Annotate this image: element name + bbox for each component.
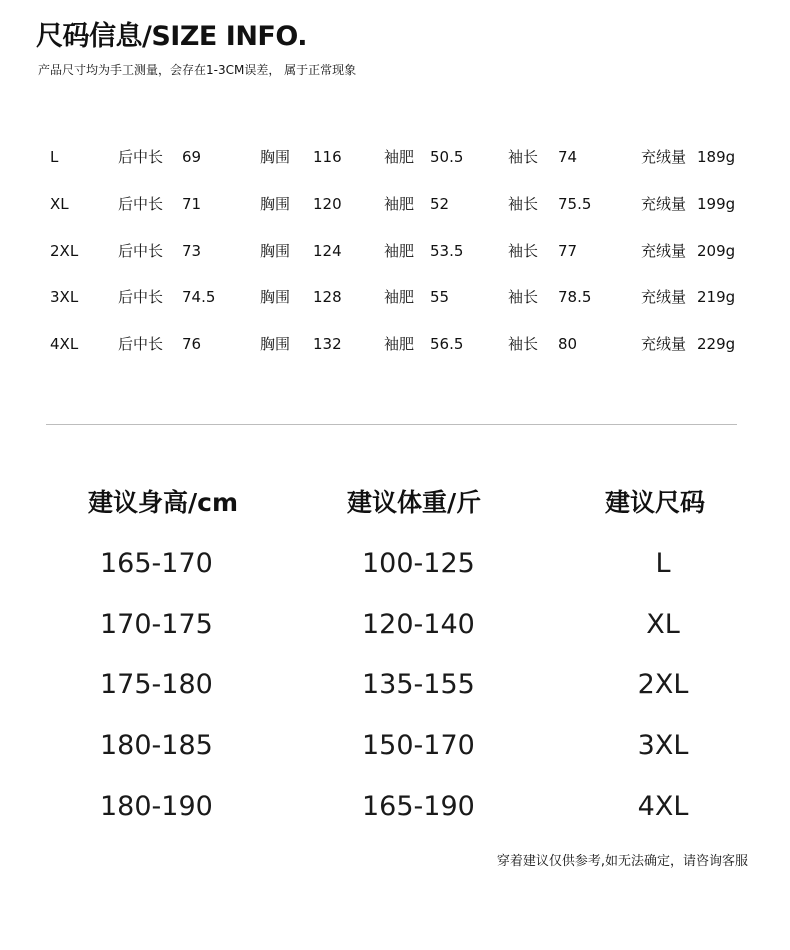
sleeve-width-value: 56.5 (430, 335, 464, 353)
sleeve-width-label: 袖肥 (384, 195, 415, 213)
weight-range: 120-140 (362, 609, 475, 640)
height-range: 180-190 (100, 791, 213, 822)
sleeve-width-label: 袖肥 (384, 242, 415, 260)
fill-weight-label: 充绒量 (641, 335, 687, 353)
fill-weight-label: 充绒量 (641, 148, 687, 166)
fill-weight-value: 199g (697, 195, 736, 213)
fill-weight-value: 189g (697, 148, 736, 166)
recommendation-row (0, 546, 790, 582)
footnote: 穿着建议仅供参考,如无法确定，请咨询客服 (496, 854, 748, 869)
back-length-label: 后中长 (118, 242, 164, 260)
chest-label: 胸围 (260, 195, 291, 213)
chest-label: 胸围 (260, 335, 291, 353)
recommendation-row (0, 789, 790, 825)
recommendation-row (0, 728, 790, 764)
sleeve-width-label: 袖肥 (384, 148, 415, 166)
weight-range: 165-190 (362, 791, 475, 822)
size-value: L (50, 148, 59, 166)
header-size: 建议尺码 (605, 488, 706, 517)
chest-value: 120 (313, 195, 342, 213)
chest-value: 124 (313, 242, 342, 260)
recommended-size: L (655, 548, 671, 579)
chest-label: 胸围 (260, 288, 291, 306)
sleeve-length-value: 77 (558, 242, 578, 260)
size-row (0, 145, 790, 169)
chest-label: 胸围 (260, 148, 291, 166)
size-value: 4XL (50, 335, 79, 353)
back-length-label: 后中长 (118, 148, 164, 166)
size-row (0, 239, 790, 263)
header-weight: 建议体重/斤 (347, 488, 482, 517)
sleeve-width-label: 袖肥 (384, 335, 415, 353)
chest-value: 132 (313, 335, 342, 353)
back-length-value: 71 (182, 195, 202, 213)
height-range: 180-185 (100, 730, 213, 761)
back-length-value: 74.5 (182, 288, 216, 306)
size-value: XL (50, 195, 69, 213)
sleeve-length-label: 袖长 (508, 288, 539, 306)
fill-weight-value: 219g (697, 288, 736, 306)
size-value: 2XL (50, 242, 79, 260)
sleeve-length-value: 80 (558, 335, 578, 353)
fill-weight-label: 充绒量 (641, 242, 687, 260)
chest-value: 116 (313, 148, 342, 166)
sleeve-length-value: 74 (558, 148, 578, 166)
back-length-value: 73 (182, 242, 202, 260)
sleeve-length-label: 袖长 (508, 242, 539, 260)
sleeve-width-value: 53.5 (430, 242, 464, 260)
sleeve-width-label: 袖肥 (384, 288, 415, 306)
sleeve-length-label: 袖长 (508, 148, 539, 166)
chest-value: 128 (313, 288, 342, 306)
recommended-size: XL (646, 609, 680, 640)
measurement-note: 产品尺寸均为手工测量，会存在1-3CM误差， 属于正常现象 (38, 63, 357, 77)
sleeve-length-value: 78.5 (558, 288, 592, 306)
fill-weight-value: 229g (697, 335, 736, 353)
chest-label: 胸围 (260, 242, 291, 260)
recommended-size: 4XL (637, 791, 689, 822)
weight-range: 100-125 (362, 548, 475, 579)
divider (46, 424, 737, 425)
sleeve-length-label: 袖长 (508, 335, 539, 353)
height-range: 165-170 (100, 548, 213, 579)
page-title: 尺码信息/SIZE INFO. (36, 21, 307, 52)
height-range: 175-180 (100, 669, 213, 700)
sleeve-width-value: 52 (430, 195, 450, 213)
fill-weight-label: 充绒量 (641, 195, 687, 213)
recommendation-row (0, 667, 790, 703)
header-height: 建议身高/cm (88, 488, 239, 517)
size-row (0, 192, 790, 216)
size-row (0, 285, 790, 309)
recommendation-row (0, 607, 790, 643)
back-length-label: 后中长 (118, 335, 164, 353)
weight-range: 135-155 (362, 669, 475, 700)
back-length-value: 76 (182, 335, 202, 353)
size-value: 3XL (50, 288, 79, 306)
recommended-size: 2XL (637, 669, 689, 700)
back-length-label: 后中长 (118, 195, 164, 213)
sleeve-length-value: 75.5 (558, 195, 592, 213)
height-range: 170-175 (100, 609, 213, 640)
sleeve-width-value: 50.5 (430, 148, 464, 166)
weight-range: 150-170 (362, 730, 475, 761)
back-length-value: 69 (182, 148, 202, 166)
sleeve-length-label: 袖长 (508, 195, 539, 213)
fill-weight-label: 充绒量 (641, 288, 687, 306)
recommended-size: 3XL (637, 730, 689, 761)
sleeve-width-value: 55 (430, 288, 450, 306)
fill-weight-value: 209g (697, 242, 736, 260)
size-row (0, 332, 790, 356)
back-length-label: 后中长 (118, 288, 164, 306)
